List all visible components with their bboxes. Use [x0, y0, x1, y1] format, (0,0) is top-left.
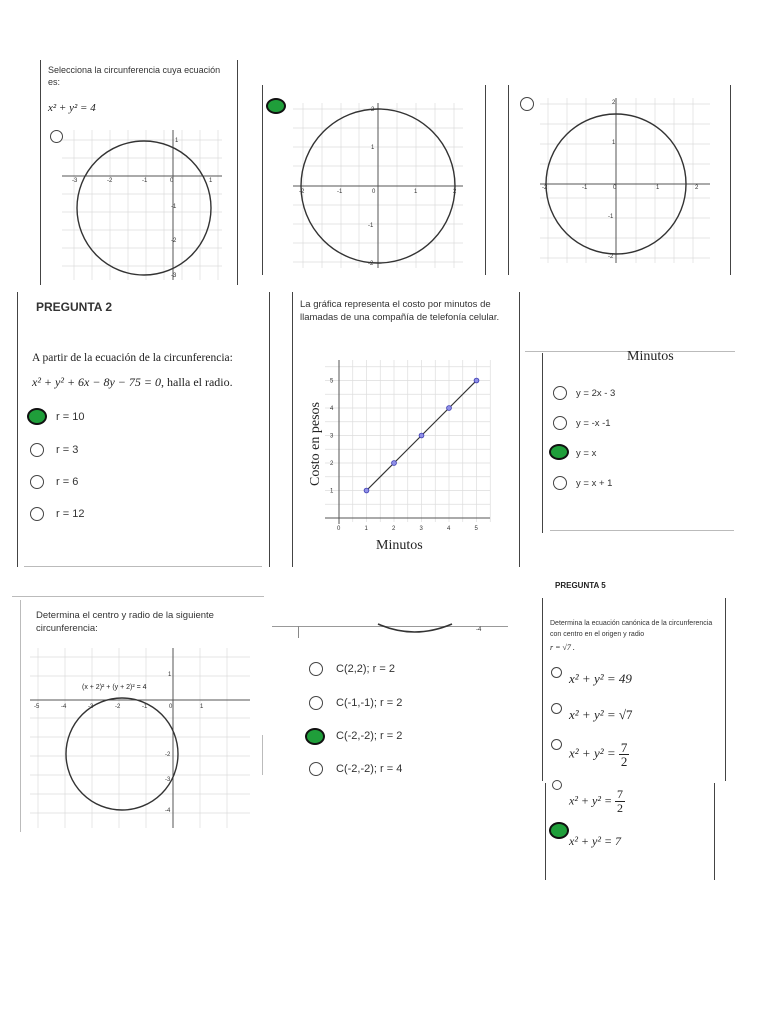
- y-tick-label-3: 3: [330, 433, 334, 440]
- q5-option-3-num: 7: [620, 740, 628, 755]
- q4-tick-y-0: 1: [168, 672, 172, 678]
- x-tick-label-5: 5: [474, 526, 478, 532]
- y-tick-label-5: 5: [330, 378, 334, 385]
- q4-tick-y-1: -2: [165, 752, 171, 758]
- q1-c-tick-y-0: 2: [612, 100, 616, 106]
- x-tick-label-3: 3: [419, 526, 423, 532]
- q5-option-3-lhs: x² + y² =: [569, 745, 619, 761]
- q4-tick-y-3: -4: [165, 808, 171, 814]
- q5-option-3-label[interactable]: [569, 741, 629, 768]
- q3-option-2-radio[interactable]: [553, 416, 567, 430]
- q1-a-tick-x-0: -3: [72, 178, 78, 184]
- data-point-2: [392, 461, 397, 466]
- q1-c-tick-x-0: -2: [542, 185, 548, 191]
- q4-tick-y-2: -3: [165, 777, 171, 783]
- q1-a-tick-y-0: 1: [175, 138, 179, 144]
- q1-option-b-radio[interactable]: [266, 98, 286, 114]
- q1-b-tick-x-4: 2: [453, 189, 457, 195]
- q3-y-axis-label: Costo en pesos: [308, 402, 323, 486]
- x-tick-label-1: 1: [364, 526, 368, 532]
- q5-radius: r = √7 .: [550, 643, 575, 652]
- q4-tick-x-1: -4: [61, 704, 67, 710]
- q3-prompt: La gráfica representa el costo por minutos de llamadas de una compañía de telefonía celular.: [300, 299, 500, 323]
- q1-a-tick-x-2: -1: [142, 178, 148, 184]
- q5-option-1-radio[interactable]: [551, 667, 562, 678]
- q1-option-c-radio[interactable]: [520, 97, 534, 111]
- q4-tick-x-2: -3: [88, 704, 94, 710]
- q1-b-tick-x-0: -2: [299, 189, 305, 195]
- q1-c-tick-x-3: 1: [656, 185, 660, 191]
- q2-option-3-label[interactable]: r = 6: [56, 476, 79, 488]
- q1-b-tick-y-0: 2: [371, 107, 375, 113]
- q1-b-tick-x-1: -1: [337, 189, 343, 195]
- q1-prompt: Selecciona la circunferencia cuya ecuación es:: [48, 65, 221, 87]
- q3-option-1-label[interactable]: y = 2x - 3: [576, 388, 616, 399]
- q4-tick-x-6: 1: [200, 704, 204, 710]
- q5-option-4-label[interactable]: [569, 788, 625, 815]
- q1-a-tick-x-1: -2: [107, 178, 113, 184]
- q2-option-4-radio[interactable]: [30, 507, 44, 521]
- q4-graph: [30, 648, 250, 828]
- q1-b-tick-y-2: -1: [368, 223, 374, 229]
- q1-c-tick-y-2: -1: [608, 214, 614, 220]
- q1-b-tick-x-3: 1: [414, 189, 418, 195]
- q4-option-4-radio[interactable]: [309, 762, 323, 776]
- q3-option-2-label[interactable]: y = -x -1: [576, 418, 611, 429]
- q5-option-1-label[interactable]: x² + y² = 49: [569, 671, 632, 686]
- q4-option-2-label[interactable]: C(-1,-1); r = 2: [336, 697, 403, 709]
- q1-a-tick-y-1: -1: [171, 204, 177, 210]
- q1-c-tick-x-2: 0: [613, 185, 617, 191]
- q1-c-tick-y-1: 1: [612, 140, 616, 146]
- q4-option-1-radio[interactable]: [309, 662, 323, 676]
- data-point-4: [447, 406, 452, 411]
- q1-a-tick-x-4: 1: [209, 178, 213, 184]
- q4-tick-x-4: -1: [142, 704, 148, 710]
- q1-c-tick-x-4: 2: [695, 185, 699, 191]
- q5-option-4-lhs: x² + y² =: [569, 793, 616, 808]
- q4-partial-circle: [372, 622, 462, 636]
- q1-a-tick-x-3: 0: [170, 178, 174, 184]
- q2-option-2-label[interactable]: r = 3: [56, 444, 79, 456]
- q1-c-tick-x-1: -1: [582, 185, 588, 191]
- x-tick-label-0: 0: [337, 526, 341, 532]
- q2-equation: x² + y² + 6x − 8y − 75 = 0: [32, 375, 161, 389]
- q3-x-axis-label: Minutos: [376, 538, 423, 553]
- q4-graph-label: (x + 2)² + (y + 2)² = 4: [82, 684, 147, 691]
- q1-b-tick-y-3: -2: [368, 261, 374, 267]
- q1-equation: x² + y² = 4: [48, 102, 96, 114]
- q5-heading: PREGUNTA 5: [555, 581, 606, 590]
- q5-option-5-radio[interactable]: [549, 822, 569, 839]
- q2-prompt-end: , halla el radio.: [161, 375, 233, 389]
- q3-option-4-label[interactable]: y = x + 1: [576, 478, 613, 489]
- data-point-1: [364, 488, 369, 493]
- q2-heading: PREGUNTA 2: [36, 300, 113, 314]
- q4-prompt: Determina el centro y radio de la siguiente circunferencia:: [36, 610, 214, 634]
- q5-option-2-radical: √7: [618, 707, 633, 722]
- q4-option-3-label[interactable]: C(-2,-2); r = 2: [336, 730, 403, 742]
- q1-graph-b: [293, 103, 463, 268]
- q5-option-2-label[interactable]: [569, 707, 633, 723]
- q5-option-4-radio[interactable]: [552, 780, 562, 790]
- q2-option-4-label[interactable]: r = 12: [56, 508, 85, 520]
- data-point-3: [419, 433, 424, 438]
- y-tick-label-4: 4: [330, 406, 334, 412]
- q5-option-3-den: 2: [620, 754, 628, 769]
- x-tick-label-4: 4: [447, 526, 451, 532]
- q1-a-tick-y-2: -2: [171, 238, 177, 244]
- q1-graph-c: [540, 98, 710, 263]
- q3-line-chart: [325, 360, 495, 535]
- q4-option-2-radio[interactable]: [309, 696, 323, 710]
- q1-a-tick-y-3: -3: [171, 273, 177, 279]
- q4-tick-x-5: 0: [169, 704, 173, 710]
- q4-option-4-label[interactable]: C(-2,-2); r = 4: [336, 763, 403, 775]
- q5-option-4-num: 7: [617, 787, 624, 801]
- q5-option-2-radio[interactable]: [551, 703, 562, 714]
- y-tick-label-2: 2: [330, 461, 334, 467]
- q3-option-3-radio[interactable]: [549, 444, 569, 460]
- x-tick-label-2: 2: [392, 526, 396, 532]
- q2-option-3-radio[interactable]: [30, 475, 44, 489]
- q4-tick-x-0: -5: [34, 704, 40, 710]
- data-point-5: [474, 378, 479, 383]
- q3-option-3-label[interactable]: y = x: [576, 448, 597, 459]
- q3-right-header: Minutos: [627, 349, 674, 364]
- q3-option-4-radio[interactable]: [553, 476, 567, 490]
- q1-c-tick-y-3: -2: [608, 254, 614, 260]
- q5-option-2-lhs: x² + y² =: [569, 707, 619, 722]
- q4-top-tick: -4: [476, 627, 482, 633]
- q3-option-1-radio[interactable]: [553, 386, 567, 400]
- q1-b-tick-x-2: 0: [372, 189, 376, 195]
- q2-option-2-radio[interactable]: [30, 443, 44, 457]
- y-tick-label-1: 1: [330, 488, 334, 495]
- q2-prompt: A partir de la ecuación de la circunferencia:: [32, 352, 233, 364]
- q5-option-5-label[interactable]: x² + y² = 7: [569, 834, 622, 848]
- q5-prompt: Determina la ecuación canónica de la circunferencia con centro en el origen y radio: [550, 620, 713, 638]
- q4-option-3-radio[interactable]: [305, 728, 325, 745]
- q1-b-tick-y-1: 1: [371, 145, 375, 151]
- q1-graph-a: [62, 130, 222, 280]
- q5-option-4-den: 2: [617, 801, 624, 815]
- q5-option-3-radio[interactable]: [551, 739, 562, 750]
- q4-tick-x-3: -2: [115, 704, 121, 710]
- q2-option-1-radio[interactable]: [27, 408, 47, 425]
- q4-option-1-label[interactable]: C(2,2); r = 2: [336, 663, 395, 675]
- q2-option-1-label[interactable]: r = 10: [56, 411, 85, 423]
